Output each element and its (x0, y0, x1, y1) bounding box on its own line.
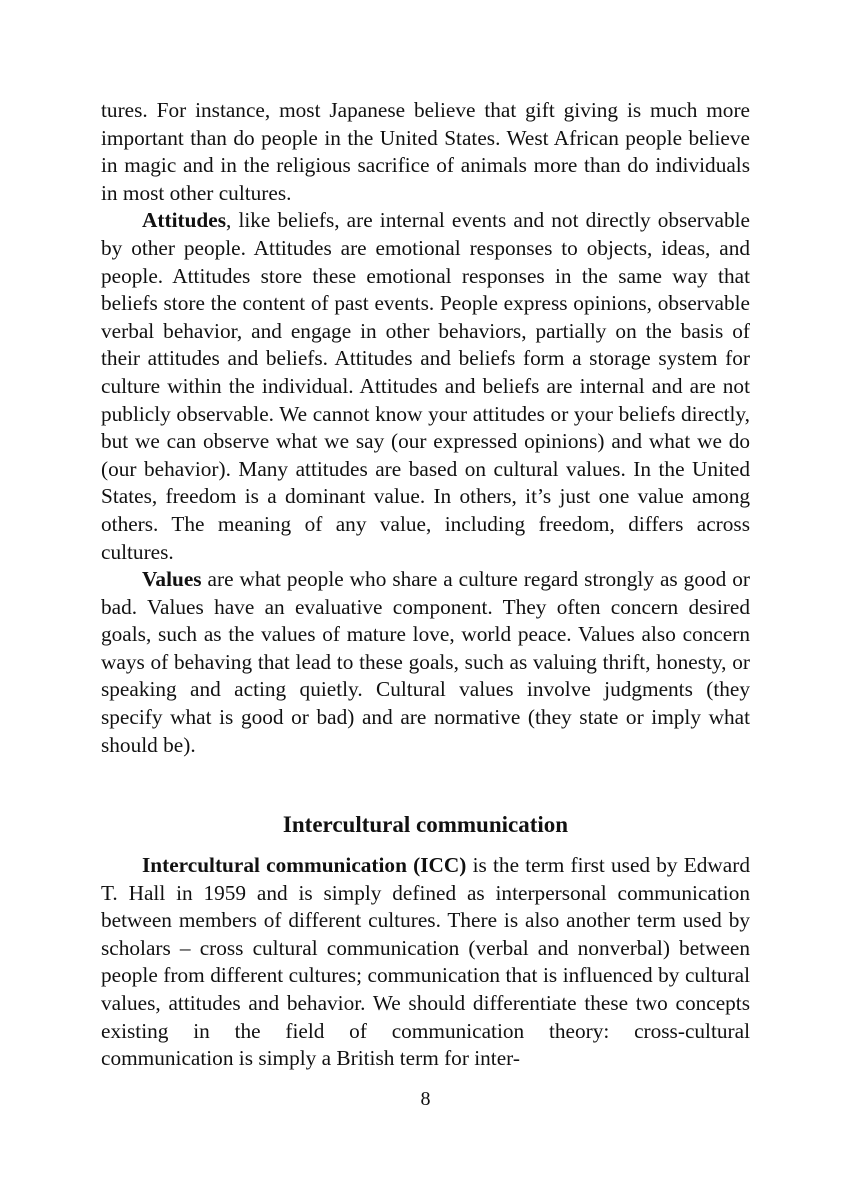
body-text-top (101, 97, 750, 759)
paragraph-continuation: tures. For instance, most Japanese believe that gift giving is much more important than do people in the United States. West African people believe in magic and in the religious sacrifice of animals more than do individuals in most other cultures. (101, 98, 750, 205)
paragraph-icc (101, 852, 750, 1073)
section-heading: Intercultural communication (282, 812, 569, 837)
paragraph-icc-text: is the term first used by Edward T. Hall in 1959 and is simply defined as interpersonal communication between members of different cultures. There is also another term used by scholars – cross cultural communication (verbal and nonverbal) between people from different cultures; communication that is influenced by cultural values, attitudes and behavior. We should differentiate these two concepts existing in the field of communication theory: cross-cultural communication is simply a British term for inter- (101, 853, 750, 1071)
page-number: 8 (420, 1088, 431, 1110)
paragraph-values (101, 566, 750, 759)
term-values: Values (142, 567, 202, 592)
term-icc: Intercultural communication (ICC) (142, 853, 467, 877)
paragraph-attitudes (101, 207, 750, 566)
term-attitudes: Attitudes (142, 208, 227, 233)
paragraph-attitudes-text: , like beliefs, are internal events and not directly observable by other people. Attitudes are emotional responses to objects, ideas, and people. Attitudes store these emotional responses in the same way that beliefs store the content of past events. People express opinions, observable verbal behavior, and engage in other behaviors, partially on the basis of their attitudes and beliefs. Attitudes and beliefs form a storage system for culture within the individual. Attitudes and beliefs are internal and are not publicly observable. We cannot know your attitudes or your beliefs directly, but we can observe what we say (our expressed opinions) and what we do (our behavior). Many attitudes are based on cultural values. In the United States, freedom is a dominant value. In others, it’s just one value among others. The meaning of any value, including freedom, differs across cultures. (101, 208, 750, 564)
paragraph-values-text: are what people who share a culture regard strongly as good or bad. Values have an evaluative component. They often concern desired goals, such as the values of mature love, world peace. Values also concern ways of behaving that lead to these goals, such as valuing thrift, honesty, or speaking and acting quietly. Cultural values involve judgments (they specify what is good or bad) and are normative (they state or imply what should be). (101, 567, 750, 757)
body-text-section (101, 852, 750, 1073)
